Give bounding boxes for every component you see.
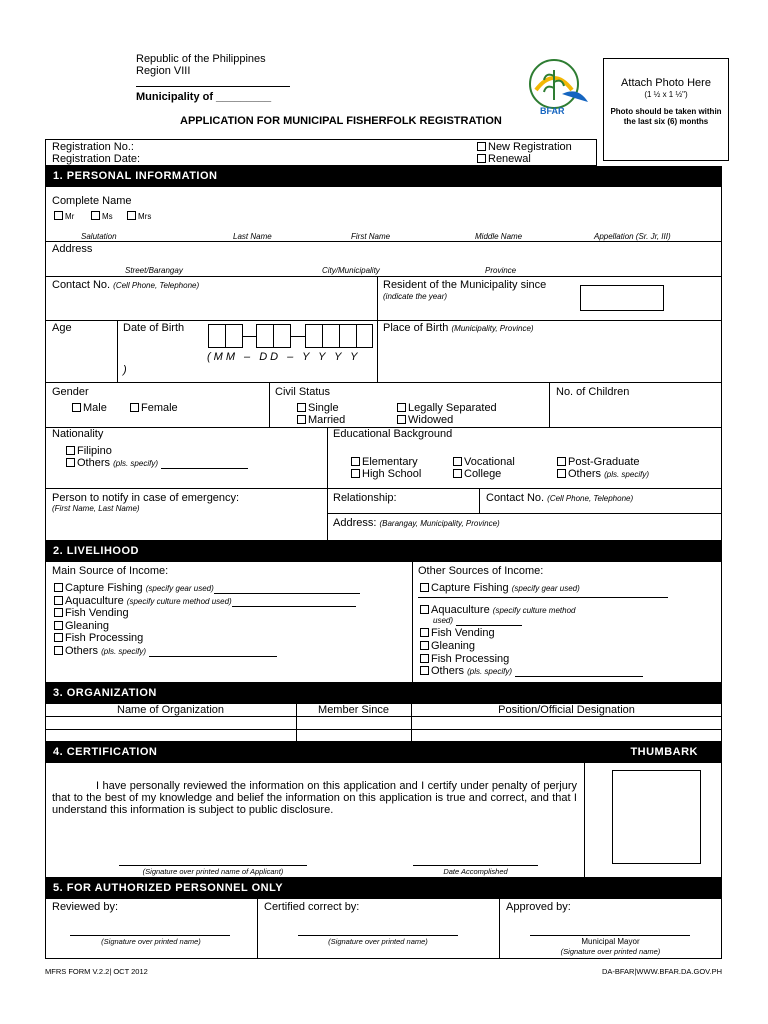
reviewed-signature-caption: (Signature over printed name) [101,937,201,946]
bfar-logo-text: BFAR [540,106,565,116]
emergency-contact-label: Contact No. (Cell Phone, Telephone) [486,492,634,504]
footer-website: DA-BFAR|WWW.BFAR.DA.GOV.PH [601,967,722,976]
street-caption: Street/Barangay [125,266,183,275]
province-caption: Province [485,266,517,275]
nationality-label: Nationality [52,428,104,440]
dob-format: (MM – DD – Y Y Y Y [207,351,361,363]
renewal-checkbox[interactable]: Renewal [477,153,531,165]
section-certification: 4. CERTIFICATION THUMBARK [45,742,722,762]
main-income-label: Main Source of Income: [52,565,169,577]
appellation-caption: Appellation (Sr. Jr, III) [594,232,671,241]
single-checkbox[interactable]: Single [297,402,339,414]
salutation-mrs[interactable]: Mrs [127,211,151,223]
section-personal-information: 1. PERSONAL INFORMATION [45,166,722,186]
resident-year-input[interactable] [580,285,664,311]
emergency-address-label: Address: (Barangay, Municipality, Province) [333,517,500,529]
section-authorized-personnel: 5. FOR AUTHORIZED PERSONNEL ONLY [45,878,722,898]
other-others[interactable]: Others (pls. specify) [420,665,643,677]
emergency-hint: (First Name, Last Name) [52,504,140,513]
salutation-mr[interactable]: Mr [54,211,74,223]
other-fish-processing[interactable]: Fish Processing [420,653,509,665]
other-income-label: Other Sources of Income: [418,565,544,577]
region-line: Region VIII [136,65,191,77]
other-fish-vending[interactable]: Fish Vending [420,627,495,639]
main-aquaculture[interactable]: Aquaculture (specify culture method used) [54,595,356,607]
widowed-checkbox[interactable]: Widowed [397,414,453,426]
filipino-checkbox[interactable]: Filipino [66,445,112,457]
legally-separated-checkbox[interactable]: Legally Separated [397,402,497,414]
org-col-name: Name of Organization [117,704,224,716]
date-accomplished-caption: Date Accomplished [443,867,508,876]
thumbmark-label: THUMBARK [630,746,698,758]
elementary-checkbox[interactable]: Elementary [351,456,418,468]
photo-title: Attach Photo Here [621,77,711,89]
main-capture-fishing[interactable]: Capture Fishing (specify gear used) [54,582,360,594]
form-title: APPLICATION FOR MUNICIPAL FISHERFOLK REGISTRATION [180,115,502,127]
other-aquaculture-hint: used) [433,616,454,625]
registration-date-label: Registration Date: [52,153,141,165]
republic-line: Republic of the Philippines [136,53,266,65]
vocational-checkbox[interactable]: Vocational [453,456,515,468]
pob-label: Place of Birth (Municipality, Province) [383,322,534,334]
org-col-member-since: Member Since [318,704,389,716]
certified-by-label: Certified correct by: [264,901,360,913]
city-caption: City/Municipality [322,266,380,275]
other-gleaning[interactable]: Gleaning [420,640,475,652]
section-livelihood: 2. LIVELIHOOD [45,541,722,561]
photo-size: (1 ½ x 1 ½") [644,90,688,99]
post-graduate-checkbox[interactable]: Post-Graduate [557,456,640,468]
salutation-caption: Salutation [81,232,117,241]
dob-close: ) [123,364,127,376]
dob-label: Date of Birth [123,322,185,334]
address-label: Address [52,243,93,255]
gender-label: Gender [52,386,89,398]
male-checkbox[interactable]: Male [72,402,107,414]
college-checkbox[interactable]: College [453,468,501,480]
education-label: Educational Background [333,428,453,440]
emergency-label: Person to notify in case of emergency: [52,492,240,504]
section-organization: 3. ORGANIZATION [45,683,722,703]
municipality-line: Municipality of _________ [136,91,272,103]
approved-signature-caption: (Signature over printed name) [560,947,661,956]
education-others-checkbox[interactable]: Others (pls. specify) [557,468,649,480]
registration-no-label: Registration No.: [52,141,134,153]
contact-label: Contact No. (Cell Phone, Telephone) [52,279,200,291]
female-checkbox[interactable]: Female [130,402,178,414]
certification-text: I have personally reviewed the information on this application and I certify under penalty of perjury that to the best of my knowledge and belief the information on this application is true and correct, and that I understand this information is subject to public disclosure. [52,780,577,816]
main-fish-processing[interactable]: Fish Processing [54,632,143,644]
approved-by-label: Approved by: [506,901,571,913]
photo-note: Photo should be taken within the last six (6) months [610,107,722,126]
photo-box[interactable] [603,58,729,161]
bfar-logo [518,56,594,118]
high-school-checkbox[interactable]: High School [351,468,421,480]
civil-status-label: Civil Status [275,386,331,398]
resident-hint: (indicate the year) [383,292,448,301]
checkbox-icon [477,154,486,163]
married-checkbox[interactable]: Married [297,414,345,426]
resident-label: Resident of the Municipality since [383,279,547,291]
new-registration-checkbox[interactable]: New Registration [477,141,572,153]
children-label: No. of Children [556,386,630,398]
middle-name-caption: Middle Name [475,232,523,241]
reviewed-by-label: Reviewed by: [52,901,119,913]
main-fish-vending[interactable]: Fish Vending [54,607,129,619]
footer-form-version: MFRS FORM V.2.2| OCT 2012 [45,967,148,976]
other-aquaculture[interactable]: Aquaculture (specify culture method [420,604,575,616]
first-name-caption: First Name [351,232,391,241]
org-col-position: Position/Official Designation [498,704,635,716]
applicant-signature-caption: (Signature over printed name of Applicant) [142,867,284,876]
age-label: Age [52,322,72,334]
complete-name-label: Complete Name [52,195,132,207]
relationship-label: Relationship: [333,492,397,504]
last-name-caption: Last Name [233,232,272,241]
municipal-mayor-caption: Municipal Mayor [581,937,640,946]
nationality-others-checkbox[interactable]: Others (pls. specify) [66,457,248,469]
other-capture-fishing[interactable]: Capture Fishing (specify gear used) [420,582,580,594]
salutation-ms[interactable]: Ms [91,211,113,223]
certified-signature-caption: (Signature over printed name) [328,937,428,946]
main-gleaning[interactable]: Gleaning [54,620,109,632]
thumbmark-box[interactable] [612,770,701,864]
checkbox-icon [477,142,486,151]
main-others[interactable]: Others (pls. specify) [54,645,277,657]
